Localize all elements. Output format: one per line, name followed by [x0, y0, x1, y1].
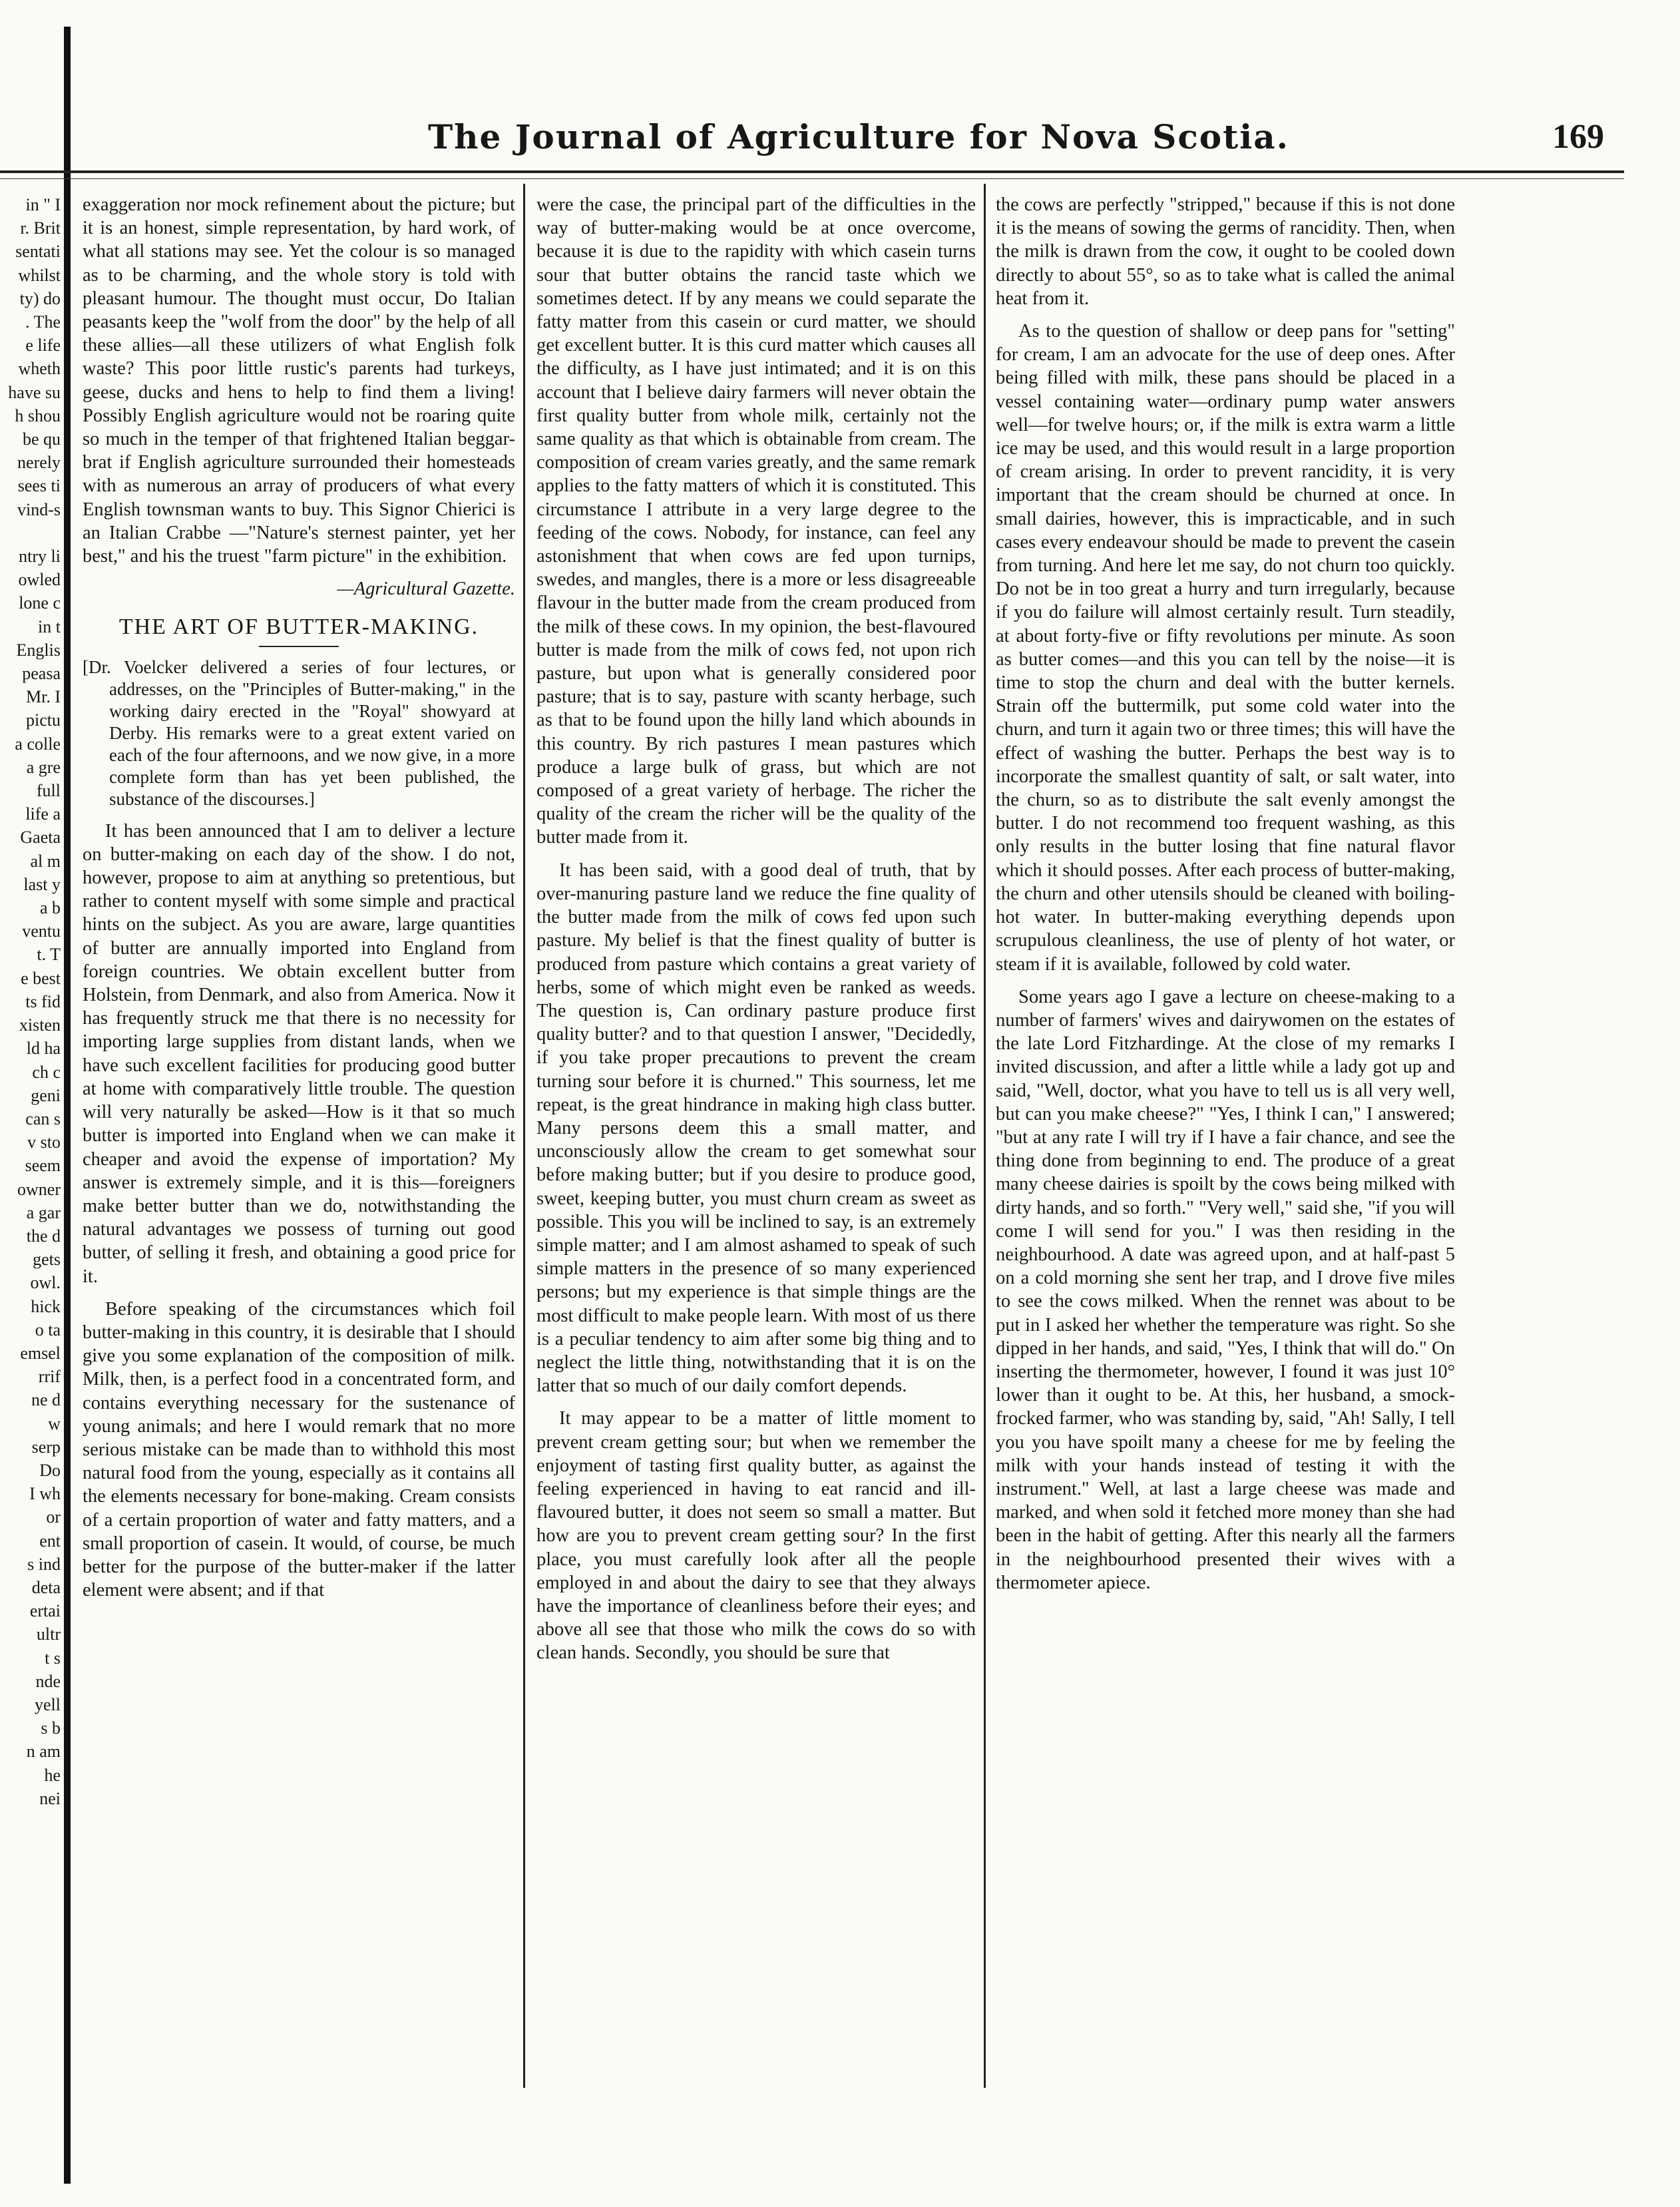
margin-fragment: seem	[25, 1156, 61, 1176]
margin-fragment: ne d	[31, 1390, 61, 1410]
margin-fragment: gets	[33, 1250, 61, 1270]
header-rule	[0, 170, 1624, 173]
margin-fragment: wheth	[18, 359, 61, 379]
margin-fragment: h shou	[15, 405, 61, 425]
margin-fragment: ertai	[29, 1601, 61, 1621]
margin-fragment: a gre	[26, 757, 61, 777]
margin-fragment: ventu	[22, 921, 61, 941]
margin-fragment: lone c	[19, 593, 61, 613]
margin-fragment: Mr. I	[26, 687, 61, 707]
paragraph: exaggeration nor mock refinement about the picture; but it is an honest, simple representation, by hard work, of what all stations may see. Yet the colour is so managed as to be charming, and the whole story is told with pleasant humour. The thought must occur, Do Italian peasants keep the "wolf from the door" by the help of all these allies—all these utilizers of what English folk waste? This poor little rustic's parents had turkeys, geese, ducks and hens to help to find them a living! Possibly English agriculture would not be roaring quite so much in the temper of that frightened Italian beggar-brat if English agriculture surrounded their homesteads with as numerous an array of producers of what every English townsman wants to buy. This Signor Chierici is an Italian Crabbe —"Nature's sternest painter, yet her best," and his the truest "farm picture" in the exhibition.	[83, 194, 515, 567]
margin-fragment: sees ti	[17, 476, 61, 496]
paragraph: were the case, the principal part of the difficulties in the way of butter-making would be at once overcome, because it is due to the rapidity with which casein turns sour that butter obtains the rancid taste which we sometimes detect. If by any means we could separate the fatty matter from this casein or curd matter, we should get excellent butter. It is this curd matter which causes all the difficulty, as I have just intimated; and it is on this account that I believe dairy farmers will never obtain the first quality butter from whole milk, certainly not the same quality as that which is obtainable from cream. The composition of cream varies greatly, and the same remark applies to the fatty matters of which it is constituted. This circumstance I attribute in a very large degree to the feeding of the cows. Nobody, for instance, can feel any astonishment that when cows are fed upon turnips, swedes, and mangles, there is a more or less disagreeable flavour in the butter made from the cream produced from the milk of these cows. In my opinion, the best-flavoured butter is made from the milk of cows fed, not upon rich pasture, but upon what is generally considered poor pasture; that is to say, pasture with scanty herbage, such as that to be found upon the hilly land which abounds in this country. By rich pastures I mean pastures which produce a large bulk of grass, but which are not composed of a great variety of herbage. The richer the quality of the cream the richer will be the quality of the butter made from it.	[536, 194, 976, 848]
margin-fragment: pictu	[26, 710, 61, 730]
margin-fragment: ch c	[32, 1062, 61, 1082]
margin-fragment: peasa	[22, 664, 61, 684]
margin-fragment: o ta	[35, 1320, 61, 1340]
attribution: —Agricultural Gazette.	[337, 579, 515, 600]
margin-fragment: al m	[30, 851, 61, 871]
column-2	[536, 193, 976, 2090]
margin-fragment: s b	[41, 1718, 61, 1738]
margin-fragment: last y	[23, 874, 61, 894]
margin-fragment: ntry li	[19, 547, 61, 567]
margin-fragment: he	[44, 1765, 61, 1785]
margin-fragment-column	[0, 193, 63, 2071]
margin-fragment: nerely	[17, 453, 61, 473]
margin-fragment: serp	[31, 1437, 61, 1457]
margin-fragment: r. Brit	[20, 218, 61, 238]
margin-fragment: ts fid	[25, 991, 61, 1011]
margin-fragment: hick	[31, 1296, 61, 1316]
page-number: 169	[1552, 118, 1604, 156]
margin-fragment: geni	[31, 1085, 61, 1105]
margin-fragment: I wh	[29, 1484, 61, 1504]
column-3	[996, 193, 1455, 2090]
margin-fragment: e life	[25, 336, 61, 356]
paragraph: It has been announced that I am to deliver a lecture on butter-making on each day of the show. I do not, however, propose to aim at anything so pretentious, but rather to content myself with some simple and practical hints on the subject. As you are aware, large quantities of butter are annually imported into England from foreign countries. We obtain excellent butter from Holstein, from Denmark, and also from America. Now it has frequently struck me that there is no necessity for importing large supplies from distant lands, when we have such excellent facilities for producing good butter at home with comparatively little trouble. The question will very naturally be asked—How is it that so much butter is imported into England when we can make it cheaper and avoid the expense of importation? My answer is extremely simple, and it is this—foreigners make better butter than we do, notwithstanding the natural advantages we possess of turning out good butter, of selling it fresh, and obtaining a good price for it.	[83, 820, 515, 1287]
margin-fragment: t. T	[37, 945, 61, 965]
margin-fragment: ld ha	[26, 1039, 61, 1059]
margin-fragment: have su	[8, 382, 61, 402]
margin-fragment: owl.	[30, 1273, 61, 1293]
editorial-intro: [Dr. Voelcker delivered a series of four lectures, or addresses, on the "Principles of Butter-making," in the working dairy erected in the "Royal" showyard at Derby. His remarks were to a great extent varied on each of the four afternoons, and we now give, in a more complete form than has yet been published, the substance of the discourses.]	[83, 656, 515, 809]
margin-fragment: in t	[38, 616, 61, 636]
margin-fragment: be qu	[22, 429, 61, 449]
margin-fragment: the d	[26, 1226, 61, 1246]
page-title: The Journal of Agriculture for Nova Scotia.	[427, 117, 1290, 156]
margin-fragment: whilst	[18, 265, 61, 285]
margin-fragment: nde	[35, 1671, 61, 1691]
margin-fragment: emsel	[20, 1343, 61, 1363]
margin-fragment: ultr	[36, 1624, 61, 1644]
paragraph: the cows are perfectly "stripped," because if this is not done it is the means of sowing the germs of rancidity. Then, when the milk is drawn from the cow, it ought to be cooled down directly to about 55°, so as to take what is called the animal heat from it.	[996, 194, 1455, 309]
margin-fragment: a b	[39, 898, 61, 918]
margin-fragment: nei	[39, 1788, 61, 1808]
margin-fragment: yell	[35, 1694, 61, 1714]
column-divider	[523, 184, 525, 2088]
scan-edge-bar	[64, 27, 71, 2184]
margin-fragment: rrif	[38, 1367, 61, 1387]
margin-fragment: sentati	[15, 242, 61, 262]
margin-fragment: xisten	[19, 1015, 61, 1035]
margin-fragment: deta	[31, 1577, 61, 1597]
paragraph: Some years ago I gave a lecture on cheese-making to a number of farmers' wives and dairywomen on the estates of the late Lord Fitzhardinge. At the close of my remarks I invited discussion, and after a little while a lady got up and said, "Well, doctor, what you have to tell us is all very well, but can you make cheese?" "Yes, I think I can," I answered; "but at any rate I will try if I have a fair chance, and see the thing done from beginning to end. The produce of a great many cheese dairies is spoilt by the cows being milked with dirty hands, and so forth." "Very well," said she, "if you will come I will send for you." I was then residing in the neighbourhood. A date was agreed upon, and at half-past 5 on a cold morning she sent her trap, and I drove five miles to see the cows milked. When the rennet was about to be put in I asked her whether the temperature was right. So she dipped in her hands, and said, "Yes, I think that will do." On inserting the thermometer, however, I found it was just 10° lower than it ought to be. At this, her husband, a smock-frocked farmer, who was standing by, said, "Ah! Sally, I tell you you have spoilt many a cheese for me by feeling the milk with your hands instead of testing it with the instrument." Well, at last a large cheese was made and marked, and when sold it fetched more money than she had been in the habit of getting. After this nearly all the farmers in the neighbourhood presented their wives with a thermometer apiece.	[996, 986, 1455, 1593]
margin-fragment: e best	[21, 968, 61, 988]
margin-fragment: Gaeta	[20, 828, 61, 848]
margin-fragment: n am	[26, 1742, 61, 1762]
margin-fragment: ty) do	[19, 288, 61, 308]
margin-fragment: Do	[39, 1460, 61, 1480]
margin-fragment: full	[36, 781, 61, 801]
paragraph: Before speaking of the circumstances which foil butter-making in this country, it is desirable that I should give you some explanation of the composition of milk. Milk, then, is a perfect food in a concentrated form, and contains everything necessary for the sustenance of young animals; and here I would remark that no more serious mistake can be made than to withhold this most natural food from the young, especially as it contains all the elements necessary for bone-making. Cream consists of a certain proportion of water and fatty matters, and a small proportion of casein. It would, of course, be much better for the purpose of the butter-maker if the latter element were absent; and if that	[83, 1298, 515, 1601]
margin-fragment: v sto	[27, 1132, 61, 1152]
margin-fragment: owled	[18, 570, 61, 590]
margin-fragment: can s	[25, 1108, 61, 1128]
margin-fragment: vind-s	[17, 499, 61, 519]
heading-rule	[259, 646, 339, 647]
margin-fragment	[0, 521, 63, 545]
margin-fragment: owner	[17, 1179, 61, 1199]
header-rule-thin	[0, 178, 1624, 179]
paragraph: It has been said, with a good deal of truth, that by over-manuring pasture land we reduce the fine quality of the butter made from the milk of cows fed upon such pasture. My belief is that the finest quality of butter is produced from pasture which contains a great variety of herbs, some of which might even be ranked as weeds. The question is, Can ordinary pasture produce first quality butter? and to that question I answer, "Decidedly, if you take proper precautions to prevent the cream turning sour before it is churned." This sourness, let me repeat, is the great hindrance in making high class butter. Many persons deem this a small matter, and unconsciously allow the cream to get somewhat sour before making butter; but if you desire to produce good, sweet, keeping butter, you must churn cream as sweet as possible. This you will be inclined to say, is an extremely simple matter; and I am almost ashamed to speak of such simple matters in the presence of so many experienced persons; but my experience is that simple things are the most difficult to make people learn. With most of us there is a peculiar tendency to aim after some big thing and to neglect the little thing, notwithstanding that it is on the latter that so much of our daily comfort depends.	[536, 859, 976, 1397]
margin-fragment: s ind	[27, 1554, 61, 1574]
margin-fragment: or	[46, 1507, 61, 1527]
column-1	[83, 193, 515, 2090]
margin-fragment: w	[48, 1413, 61, 1433]
paragraph: As to the question of shallow or deep pans for "setting" for cream, I am an advocate for the use of deep ones. After being filled with milk, these pans should be placed in a vessel containing water—ordinary pump water answers well—for twelve hours; or, if the milk is extra warm a little ice may be used, and this would result in a large proportion of cream arising. In order to prevent rancidity, it is very important that the cream should be churned at once. In small dairies, however, this is impracticable, and in such cases every endeavour should be made to prevent the casein from turning. And here let me say, do not churn too quickly. Do not be in too great a hurry and turn irregularly, because if you do failure will almost certainly result. Turn steadily, at about forty-five or fifty revolutions per minute. As soon as butter comes—and this you can tell by the noise—it is time to stop the churn and deal with the butter kernels. Strain off the buttermilk, put some cold water into the churn, and turn it again two or three times; this will have the effect of washing the butter. Perhaps the best way is to incorporate the smallest quantity of salt, or salt water, into the churn, so as to distribute the salt evenly amongst the butter. I do not recommend too frequent washing, as this only results in the butter losing that fine natural flavor which it should posses. After each process of butter-making, the churn and other utensils should be cleaned with boiling-hot water. In butter-making everything depends upon scrupulous cleanliness, the use of plenty of hot water, or steam if it is available, followed by cold water.	[996, 321, 1455, 975]
margin-fragment: a gar	[26, 1202, 61, 1222]
margin-fragment: in " I	[25, 195, 61, 214]
paragraph: It may appear to be a matter of little moment to prevent cream getting sour; but when we remember the enjoyment of tasting first quality butter, as against the feeling experienced in having to eat rancid and ill-flavoured butter, it does not seem so small a matter. But how are you to prevent cream getting sour? In the first place, you must carefully look after all the people employed in and about the dairy to see that they always have the importance of cleanliness before their eyes; and above all see that those who milk the cows do so with clean hands. Secondly, you should be sure that	[536, 1408, 976, 1664]
margin-fragment: a colle	[15, 734, 61, 754]
margin-fragment: t s	[45, 1648, 61, 1668]
section-heading: THE ART OF BUTTER-MAKING.	[118, 614, 479, 640]
margin-fragment: . The	[25, 312, 61, 332]
column-divider	[984, 184, 986, 2088]
margin-fragment: ent	[39, 1531, 61, 1551]
margin-fragment: life a	[25, 804, 61, 824]
margin-fragment: Englis	[16, 640, 61, 660]
